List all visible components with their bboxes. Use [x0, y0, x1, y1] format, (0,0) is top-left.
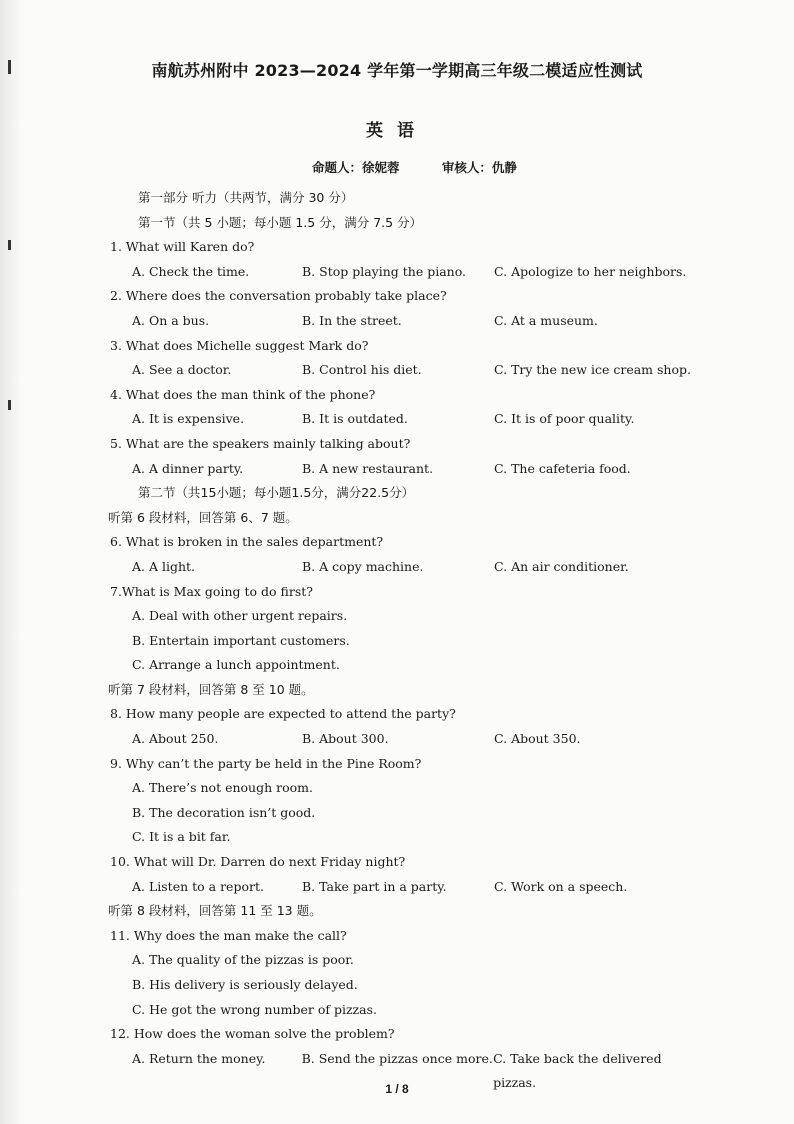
option-c: C. Try the new ice cream shop. — [494, 362, 691, 378]
question-text: 7.What is Max going to do first? — [110, 583, 313, 599]
option-c: C. About 350. — [494, 731, 581, 747]
option-a: A. Check the time. — [132, 263, 250, 279]
option-a: A. See a doctor. — [132, 362, 232, 378]
option-a: A. Return the money. — [132, 1050, 266, 1066]
option-c: C. He got the wrong number of pizzas. — [132, 1001, 377, 1017]
question-text: 1. What will Karen do? — [110, 239, 255, 255]
question-text: 2. Where does the conversation probably take place? — [110, 288, 447, 304]
authors-line — [312, 158, 555, 176]
option-c: C. An air conditioner. — [494, 558, 629, 574]
option-b: B. Control his diet. — [302, 362, 422, 378]
section1-title: 第一节（共 5 小题；每小题 1.5 分，满分 7.5 分） — [138, 214, 423, 230]
option-b: B. It is outdated. — [302, 411, 408, 427]
part1-title: 第一部分 听力（共两节，满分 30 分） — [138, 190, 354, 205]
option-b: B. Send the pizzas once more. — [301, 1050, 493, 1066]
option-a: A. A light. — [132, 558, 196, 574]
option-c: C. It is of poor quality. — [494, 411, 635, 427]
option-a: A. There’s not enough room. — [132, 780, 313, 796]
page-number: 1 / 8 — [385, 1082, 409, 1096]
options-row — [108, 407, 708, 432]
options-row — [108, 260, 708, 285]
exam-title: 南航苏州附中 2023—2024 学年第一学期高三年级二模适应性测试 — [151, 61, 643, 80]
option-b: B. A new restaurant. — [302, 460, 434, 476]
reviewer-label: 审核人：仇静 — [441, 160, 517, 175]
option-b: B. A copy machine. — [302, 558, 424, 574]
scan-mark — [8, 240, 11, 250]
option-b: B. His delivery is seriously delayed. — [132, 977, 358, 992]
option-c: C. Arrange a lunch appointment. — [132, 657, 340, 673]
question-text: 11. Why does the man make the call? — [110, 927, 347, 943]
options-row — [108, 555, 708, 580]
question-text: 6. What is broken in the sales department? — [110, 534, 384, 550]
options-row — [108, 875, 708, 900]
option-b: B. Take part in a party. — [302, 878, 447, 894]
options-row — [108, 727, 708, 752]
option-c: C. Apologize to her neighbors. — [494, 263, 687, 279]
question-text: 12. How does the woman solve the problem? — [110, 1026, 395, 1042]
option-c: C. At a museum. — [494, 312, 598, 328]
scan-edge — [0, 0, 22, 1124]
option-b: B. Entertain important customers. — [132, 632, 350, 648]
options-row — [108, 309, 708, 334]
scan-mark — [8, 400, 11, 410]
option-a: A. Listen to a report. — [132, 878, 264, 894]
question-text: 9. Why can’t the party be held in the Pine Room? — [110, 755, 422, 771]
question-text: 10. What will Dr. Darren do next Friday night? — [110, 854, 406, 870]
question-text: 8. How many people are expected to attend the party? — [110, 706, 456, 722]
option-c: C. The cafeteria food. — [494, 460, 631, 476]
option-a: A. Deal with other urgent repairs. — [132, 608, 348, 624]
option-c: C. Work on a speech. — [494, 878, 628, 894]
options-row — [108, 358, 708, 383]
question-content — [108, 186, 708, 1096]
section2-title: 第二节（共15小题；每小题1.5分，满分22.5分） — [138, 485, 415, 501]
option-a: A. The quality of the pizzas is poor. — [132, 952, 354, 968]
option-c: C. It is a bit far. — [132, 829, 231, 845]
option-a: A. It is expensive. — [132, 411, 245, 427]
options-row — [108, 457, 708, 482]
option-b: B. Stop playing the piano. — [302, 263, 466, 279]
question-text: 5. What are the speakers mainly talking about? — [110, 435, 411, 451]
option-a: A. A dinner party. — [132, 460, 244, 476]
instruction: 听第 8 段材料，回答第 11 至 13 题。 — [108, 903, 322, 919]
subject-title: 英语 — [366, 121, 428, 141]
instruction: 听第 6 段材料，回答第 6、7 题。 — [108, 509, 298, 525]
option-a: A. On a bus. — [132, 312, 210, 328]
option-c: C. Take back the delivered pizzas. — [493, 1050, 662, 1091]
instruction: 听第 7 段材料，回答第 8 至 10 题。 — [108, 681, 314, 697]
question-text: 4. What does the man think of the phone? — [110, 386, 376, 402]
option-b: B. In the street. — [302, 312, 402, 328]
setter-label: 命题人：徐妮蓉 — [312, 160, 400, 175]
option-a: A. About 250. — [132, 731, 219, 747]
option-b: B. About 300. — [302, 731, 389, 747]
question-text: 3. What does Michelle suggest Mark do? — [110, 337, 369, 353]
option-b: B. The decoration isn’t good. — [132, 804, 316, 820]
